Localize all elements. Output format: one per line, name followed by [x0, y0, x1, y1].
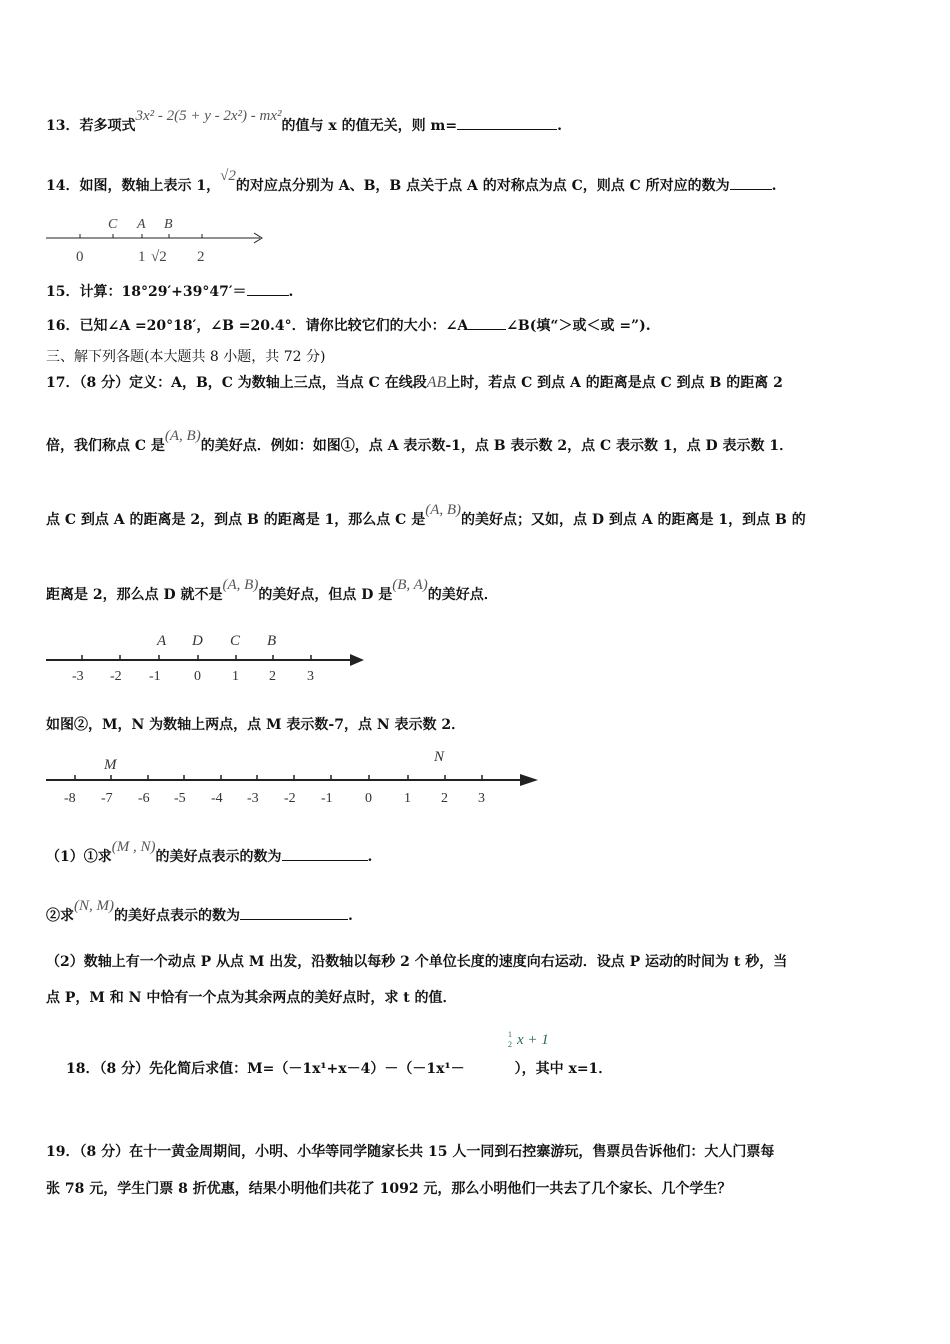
- q17-p1a: （1）①求: [46, 849, 112, 865]
- q14-end: .: [771, 178, 777, 194]
- q15-text: 15．计算：18°29′+39°47′＝: [46, 284, 247, 300]
- fig2-tick: 1: [404, 791, 411, 806]
- q14-number-line: [44, 212, 274, 268]
- q18-text-a: 18．（8 分）先化简后求值：M=（－1x¹+x－4）－（－1x¹－: [66, 1061, 465, 1077]
- fraction-rest: x + 1: [517, 1032, 549, 1048]
- q17-line4b: 的美好点，但点 D 是: [258, 587, 393, 603]
- q19-line-2: 张 78 元，学生门票 8 折优惠，结果小明他们共花了 1092 元，那么小明他们一共去了几个家长、几个学生？: [46, 1181, 732, 1197]
- fig2-tick: 0: [365, 791, 372, 806]
- q17-line-5: 如图②，M，N 为数轴上两点，点 M 表示数-7，点 N 表示数 2．: [46, 717, 466, 733]
- fig1-tick: 2: [269, 669, 276, 684]
- q17-line1b: 上时，若点 C 到点 A 的距离是点 C 到点 B 的距离 2: [446, 375, 783, 391]
- fig1-letter-D: D: [192, 633, 203, 649]
- axis-letter-C: C: [108, 217, 118, 232]
- fraction-bottom: 2: [508, 1040, 512, 1049]
- pair-ab-3: (A, B): [222, 577, 259, 593]
- q17-part-1-2: [46, 898, 353, 926]
- q17-part-1-1: [46, 839, 373, 867]
- q17-line4c: 的美好点．: [427, 587, 498, 603]
- q13-end: .: [557, 118, 562, 134]
- q17-p2-blank[interactable]: [240, 905, 348, 920]
- fig2-tick: -3: [247, 791, 259, 806]
- pair-ab: (A, B): [164, 428, 201, 444]
- q17-line-1: [46, 373, 783, 393]
- q19-line-1: 19．（8 分）在十一黄金周期间，小明、小华等同学随家长共 15 人一同到石控寨游玩，售票员告诉他们：大人门票每: [46, 1144, 775, 1160]
- axis-letter-A: A: [137, 217, 146, 232]
- fig1-letter-C: C: [230, 633, 241, 649]
- figure-1-number-line: [44, 628, 374, 688]
- fig2-tick: -7: [101, 791, 113, 806]
- fig2-tick: -1: [321, 791, 333, 806]
- axis-tick-2: 2: [197, 249, 205, 265]
- fig2-tick: 3: [478, 791, 485, 806]
- q17-part-2-line-1: （2）数轴上有一个动点 P 从点 M 出发，沿数轴以每秒 2 个单位长度的速度向右运动．设点 P 运动的时间为 t 秒，当: [46, 954, 788, 970]
- fig2-tick: 2: [441, 791, 448, 806]
- q15-end: .: [288, 284, 294, 300]
- q13-suffix: 的值与 x 的值无关，则 m=: [281, 118, 458, 134]
- q14-blank[interactable]: [730, 175, 772, 190]
- fig1-tick: 1: [232, 669, 239, 684]
- q17-part-2-line-2: 点 P，M 和 N 中恰有一个点为其余两点的美好点时，求 t 的值．: [46, 990, 457, 1006]
- q14-text: 14．如图，数轴上表示 1，: [46, 178, 221, 194]
- q17-p2b: 的美好点表示的数为: [114, 908, 240, 924]
- fig2-tick: -4: [211, 791, 223, 806]
- q17-line3a: 点 C 到点 A 的距离是 2，到点 B 的距离是 1，那么点 C 是: [46, 512, 426, 528]
- fig2-tick: -8: [64, 791, 76, 806]
- q13-number: 13．若多项式: [46, 118, 136, 134]
- q17-p2a: ②求: [46, 908, 74, 924]
- q15-blank[interactable]: [247, 281, 289, 296]
- q17-p1-blank[interactable]: [282, 846, 368, 861]
- q17-line2b: 的美好点．例如：如图①，点 A 表示数-1，点 B 表示数 2，点 C 表示数 1，点 D 表示数 1．: [200, 438, 794, 454]
- q17-line-2: [46, 428, 794, 456]
- fig1-letter-A: A: [157, 633, 167, 649]
- q13-blank[interactable]: [457, 115, 557, 130]
- axis-tick-1: 1: [138, 249, 146, 265]
- fig2-letter-N: N: [434, 749, 445, 765]
- fig1-tick: -1: [149, 669, 161, 684]
- q17-line3b: 的美好点；又如，点 D 到点 A 的距离是 1，到点 B 的: [461, 512, 806, 528]
- q13-expression: 3x² - 2(5 + y - 2x²) - mx²: [135, 108, 282, 124]
- fig1-tick: 0: [194, 669, 201, 684]
- fig1-tick: -3: [72, 669, 84, 684]
- section-3-title: 三、解下列各题(本大题共 8 小题，共 72 分): [46, 349, 326, 365]
- q14-sqrt: √2: [220, 168, 236, 184]
- q14-suffix: 的对应点分别为 A、B，B 点关于点 A 的对称点为点 C，则点 C 所对应的数为: [235, 178, 730, 194]
- axis-tick-sqrt2: √2: [151, 249, 167, 265]
- fig2-tick: -6: [138, 791, 150, 806]
- q17-p1-end: .: [367, 849, 373, 865]
- fig2-tick: -5: [174, 791, 186, 806]
- q17-line1a: 17．（8 分）定义：A，B，C 为数轴上三点，当点 C 在线段: [46, 375, 427, 391]
- question-14: [46, 168, 777, 196]
- fig1-tick: -2: [110, 669, 122, 684]
- question-13: [46, 108, 562, 136]
- q18-text-b: ），其中 x=1．: [514, 1061, 613, 1077]
- pair-mn: (M , N): [111, 839, 156, 855]
- fig2-tick: -2: [284, 791, 296, 806]
- axis-tick-0: 0: [76, 249, 84, 265]
- q17-line-3: [46, 502, 806, 530]
- question-18: [66, 1059, 612, 1079]
- fig1-letter-B: B: [267, 633, 277, 649]
- segment-ab: AB: [426, 374, 447, 391]
- fig2-letter-M: M: [104, 757, 117, 773]
- q16-text: 16．已知∠A =20°18′，∠B =20.4°．请你比较它们的大小：∠A: [46, 318, 469, 334]
- pair-ba: (B, A): [392, 577, 428, 593]
- q17-p2-end: .: [348, 908, 353, 924]
- pair-ab-2: (A, B): [425, 502, 462, 518]
- axis-letter-B: B: [164, 217, 173, 232]
- fraction-top: 1: [508, 1030, 512, 1039]
- pair-nm: (N, M): [74, 898, 114, 914]
- q17-line2a: 倍，我们称点 C 是: [46, 438, 165, 454]
- question-16: [46, 315, 651, 336]
- figure-2-number-line: [44, 744, 544, 806]
- q16-blank[interactable]: [468, 315, 506, 330]
- q16-suffix: ∠B(填“＞或＜或 =”).: [506, 318, 651, 334]
- q17-line-4: [46, 577, 498, 605]
- q17-p1b: 的美好点表示的数为: [155, 849, 282, 865]
- q17-line4a: 距离是 2，那么点 D 就不是: [46, 587, 223, 603]
- fig1-tick: 3: [307, 669, 314, 684]
- question-15: [46, 281, 293, 302]
